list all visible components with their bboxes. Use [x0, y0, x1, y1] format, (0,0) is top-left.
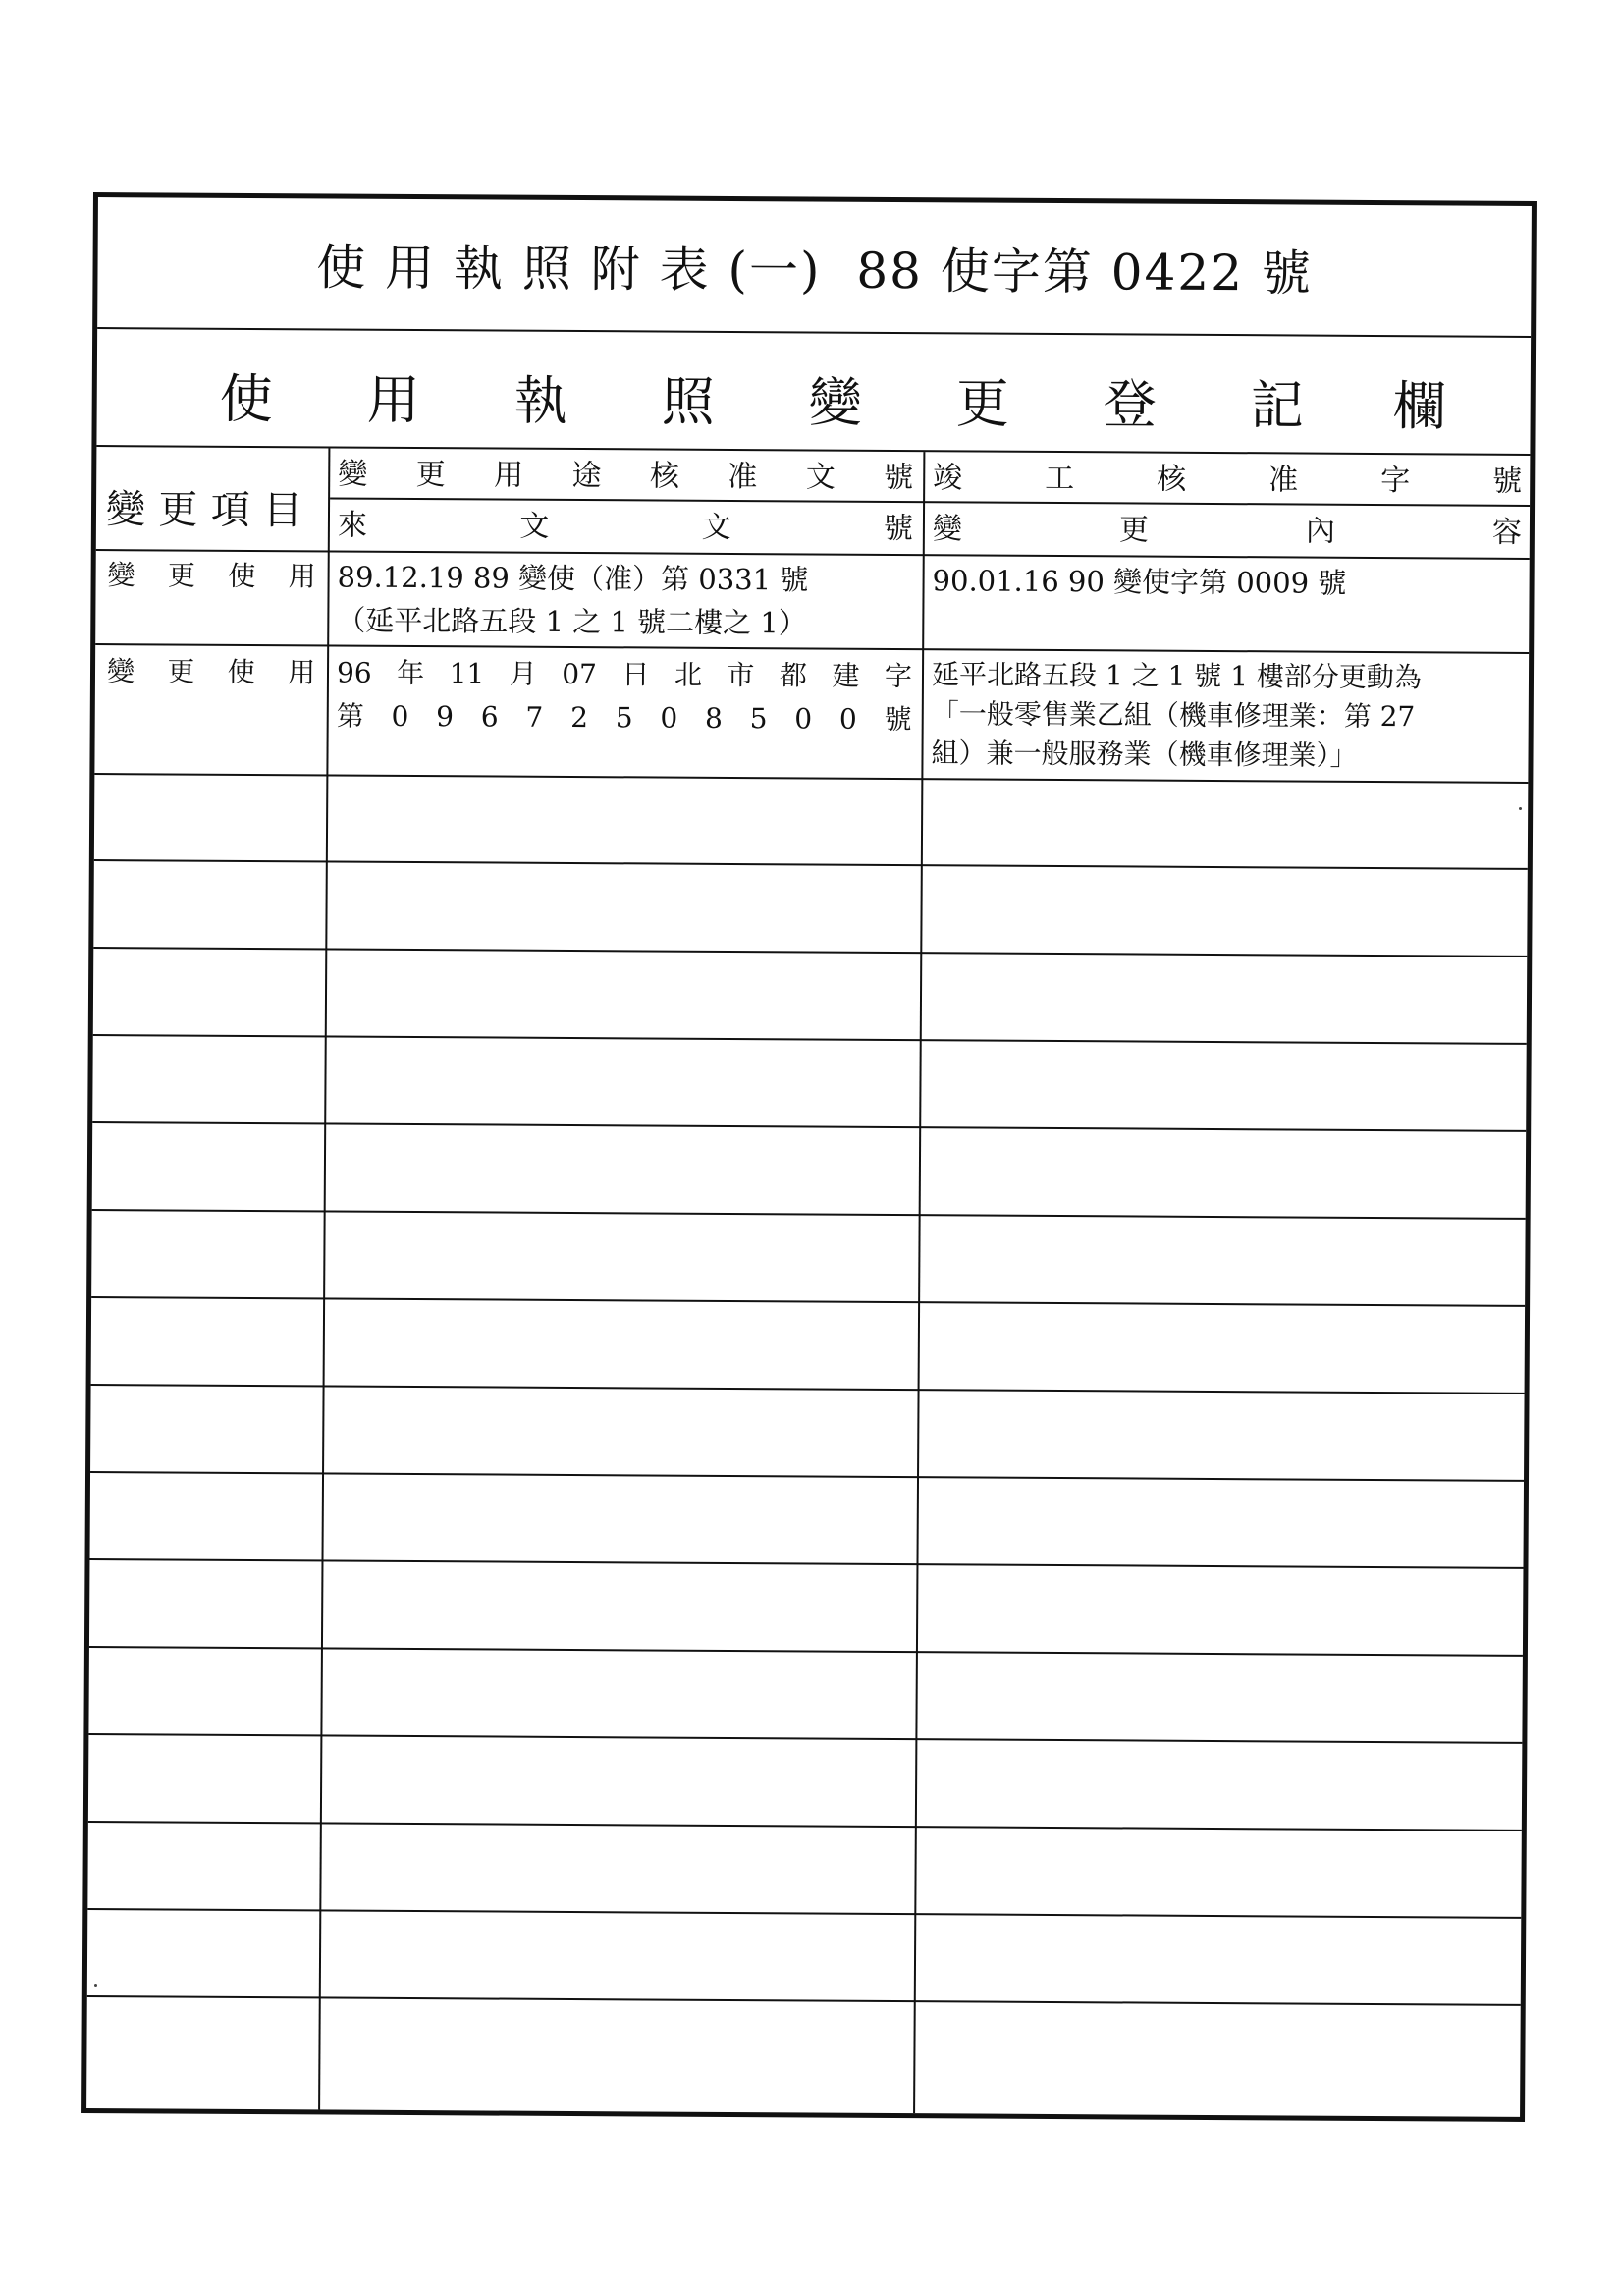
row-line [89, 1646, 1523, 1657]
section-title-char: 記 [1250, 374, 1304, 437]
doc-token: 6 [480, 700, 499, 734]
row-line [92, 1209, 1526, 1220]
row-item-char: 使 [228, 559, 256, 593]
header-change-content [933, 511, 1522, 552]
header-item-label-char: 變 [105, 487, 146, 533]
row-line [88, 1821, 1522, 1831]
doc-token: 07 [562, 657, 598, 691]
row-line [93, 947, 1527, 957]
header-incoming-doc-no [338, 508, 913, 549]
row-1-completion-line: 90.01.16 90 變使字第 0009 號 [932, 564, 1347, 600]
doc-token: 2 [570, 700, 589, 735]
header-char: 准 [1268, 463, 1299, 498]
header-char: 准 [728, 459, 758, 495]
row-line [91, 1296, 1525, 1307]
document-title: 使 用 執 照 附 表 (一) 88 使字第 0422 號 [316, 239, 1314, 302]
doc-token: 0 [794, 702, 813, 736]
doc-token: 號 [884, 702, 912, 737]
header-char: 核 [1157, 462, 1187, 497]
doc-token: 8 [704, 701, 723, 735]
row-line [92, 1121, 1526, 1132]
row-item-char: 使 [227, 655, 255, 689]
column-divider [913, 452, 925, 2113]
change-record-table [86, 447, 1530, 2117]
doc-token: 年 [397, 656, 425, 690]
header-char: 竣 [933, 461, 963, 496]
doc-token: 市 [727, 658, 755, 692]
header-item-label-char: 更 [158, 487, 198, 533]
row-line [95, 643, 1529, 654]
scan-speck [1519, 807, 1522, 810]
doc-token: 第 [336, 699, 364, 733]
header-char: 文 [519, 509, 550, 544]
header-char: 號 [1492, 464, 1523, 499]
usage-permit-annex-sheet [81, 192, 1537, 2122]
header-item-label [106, 478, 302, 535]
column-divider [318, 448, 330, 2109]
header-char: 更 [415, 458, 446, 493]
row-2-change-line-1: 延平北路五段 1 之 1 號 1 樓部分更動為 [931, 658, 1422, 694]
row-1-item [108, 557, 316, 595]
row-line [87, 1995, 1521, 2006]
section-title-row [96, 329, 1531, 456]
row-line [91, 1384, 1525, 1394]
header-char: 途 [571, 458, 602, 494]
row-line [94, 773, 1528, 784]
header-char: 用 [493, 458, 524, 493]
doc-token: 5 [615, 701, 633, 735]
header-char: 文 [805, 460, 836, 495]
doc-token: 北 [674, 658, 703, 691]
scan-speck [94, 1984, 97, 1987]
row-2-change-line-2: 「一般零售業乙組（機車修理業：第 27 [931, 697, 1416, 734]
row-item-char: 變 [106, 655, 135, 688]
section-title-char: 執 [513, 369, 567, 432]
doc-token: 9 [436, 700, 455, 734]
section-title-char: 變 [808, 371, 862, 434]
header-char: 內 [1305, 514, 1336, 549]
header-item-label-char: 目 [262, 488, 303, 534]
row-item-char: 變 [107, 559, 135, 592]
doc-token: 字 [884, 659, 912, 693]
header-approval-doc-no [338, 457, 913, 498]
header-item-label-char: 項 [210, 487, 250, 533]
doc-token: 都 [779, 659, 807, 692]
row-2-incoming-doc-line-1 [337, 655, 912, 696]
header-char: 工 [1045, 461, 1075, 497]
row-line [90, 1471, 1524, 1482]
header-char: 核 [649, 459, 680, 494]
doc-token: 96 [336, 656, 372, 689]
row-item-char: 用 [288, 560, 316, 593]
row-line [93, 1034, 1527, 1045]
doc-token: 0 [391, 699, 409, 733]
header-char: 文 [701, 510, 731, 545]
doc-token: 日 [621, 658, 650, 691]
doc-token: 5 [749, 702, 768, 736]
doc-token: 0 [660, 701, 678, 735]
section-title-char: 登 [1103, 373, 1157, 436]
row-item-char: 更 [167, 559, 196, 592]
row-2-change-line-3: 組）兼一般服務業（機車修理業）」 [931, 737, 1358, 772]
doc-token: 11 [449, 657, 485, 690]
header-char: 字 [1380, 464, 1411, 499]
header-char: 變 [338, 457, 368, 492]
row-2-item [107, 653, 315, 691]
header-char: 更 [1118, 513, 1150, 548]
row-item-char: 更 [167, 655, 195, 688]
row-line [88, 1733, 1522, 1744]
doc-token: 7 [525, 700, 544, 734]
section-title-char: 使 [219, 367, 273, 431]
doc-token: 月 [509, 657, 537, 690]
row-1-address-line: （延平北路五段 1 之 1 號二樓之 1） [337, 603, 807, 640]
row-line [89, 1558, 1523, 1569]
row-1-approval-doc-line: 89.12.19 89 變使（准）第 0331 號 [337, 560, 809, 597]
doc-token: 0 [838, 702, 857, 736]
section-title-char: 用 [366, 368, 420, 432]
header-completion-approval-no [933, 460, 1522, 501]
header-char: 號 [883, 511, 914, 547]
section-title-char: 照 [661, 370, 715, 433]
row-line [94, 859, 1528, 870]
header-char: 來 [337, 508, 368, 543]
row-item-char: 用 [287, 656, 316, 689]
document-title-row [97, 197, 1532, 338]
header-char: 容 [1491, 515, 1523, 550]
row-2-incoming-doc-line-2 [337, 698, 912, 739]
header-char: 號 [884, 460, 914, 496]
doc-token: 建 [832, 659, 860, 692]
header-char: 變 [932, 512, 963, 547]
section-title-char: 欄 [1392, 375, 1446, 438]
section-title-char: 更 [955, 372, 1009, 435]
row-line [87, 1908, 1521, 1919]
